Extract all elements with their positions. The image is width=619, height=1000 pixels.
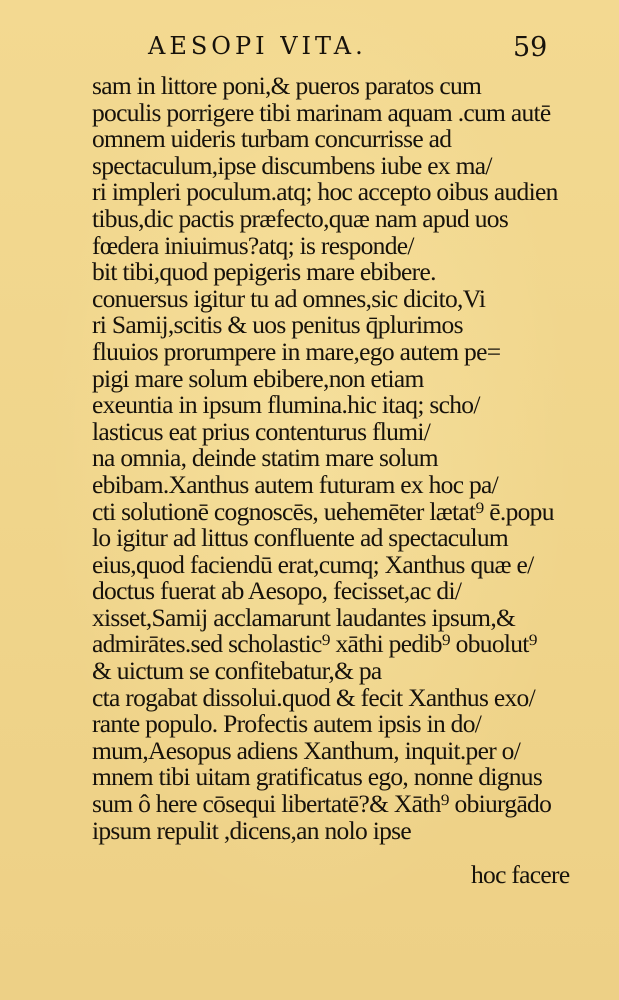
body-text xyxy=(92,73,582,844)
text-line: sam in littore poni,& pueros paratos cum xyxy=(92,71,482,100)
running-head: AESOPI VITA. xyxy=(148,32,367,60)
text-line: tibus,dic pactis præfecto,quæ nam apud uos xyxy=(92,203,509,233)
text-line: pigi mare solum ebibere,non etiam xyxy=(92,363,424,393)
text-line: cti solutionē cognoscēs, uehemēter lætat⁹ ē.popu xyxy=(92,496,554,526)
text-line: admirātes.sed scholastic⁹ xāthi pedib⁹ obuolut⁹ xyxy=(92,629,537,659)
text-line: xisset,Samij acclamarunt laudantes ipsum,& xyxy=(92,602,516,632)
text-line: mnem tibi uitam gratificatus ego, nonne dignus xyxy=(92,762,543,792)
text-line: omnem uideris turbam concurrisse ad xyxy=(92,124,452,154)
text-line: mum,Aesopus adiens Xanthum, inquit.per o/ xyxy=(92,735,521,765)
text-line: exeuntia in ipsum flumina.hic itaq; scho/ xyxy=(92,390,480,420)
text-line: poculis porrigere tibi marinam aquam .cum autē xyxy=(92,97,551,127)
page-number: 59 xyxy=(513,32,548,63)
text-line: bit tibi,quod pepigeris mare ebibere. xyxy=(92,257,436,287)
text-line: na omnia, deinde statim mare solum xyxy=(92,443,438,473)
text-line: cta rogabat dissolui.quod & fecit Xanthus exo/ xyxy=(92,682,535,712)
text-line: fluuios prorumpere in mare,ego autem pe= xyxy=(92,336,501,366)
text-line: doctus fuerat ab Aesopo, fecisset,ac di/ xyxy=(92,576,462,606)
catchword: hoc facere xyxy=(471,860,570,889)
text-line: ebibam.Xanthus autem futuram ex hoc pa/ xyxy=(92,469,499,499)
page-header xyxy=(0,30,619,70)
text-line: sum ô here cōsequi libertatē?& Xāth⁹ obiurgādo xyxy=(92,789,552,819)
text-line: conuersus igitur tu ad omnes,sic dicito,Vi xyxy=(92,283,486,313)
text-line: ipsum repulit ,dicens,an nolo ipse xyxy=(92,815,411,845)
text-line: eius,quod faciendū erat,cumq; Xanthus quæ e/ xyxy=(92,549,534,579)
text-line: ri Samij,scitis & uos penitus q̄plurimos xyxy=(92,310,463,340)
text-line: fœdera iniuimus?atq; is responde/ xyxy=(92,230,414,260)
text-line: lasticus eat prius contenturus flumi/ xyxy=(92,416,431,446)
text-line: & uictum se confitebatur,& pa xyxy=(92,656,382,686)
text-line: spectaculum,ipse discumbens iube ex ma/ xyxy=(92,150,492,180)
text-line: ri impleri poculum.atq; hoc accepto oibus audien xyxy=(92,177,558,207)
text-line: rante populo. Profectis autem ipsis in do/ xyxy=(92,709,482,739)
text-line: lo igitur ad littus confluente ad spectaculum xyxy=(92,523,509,553)
